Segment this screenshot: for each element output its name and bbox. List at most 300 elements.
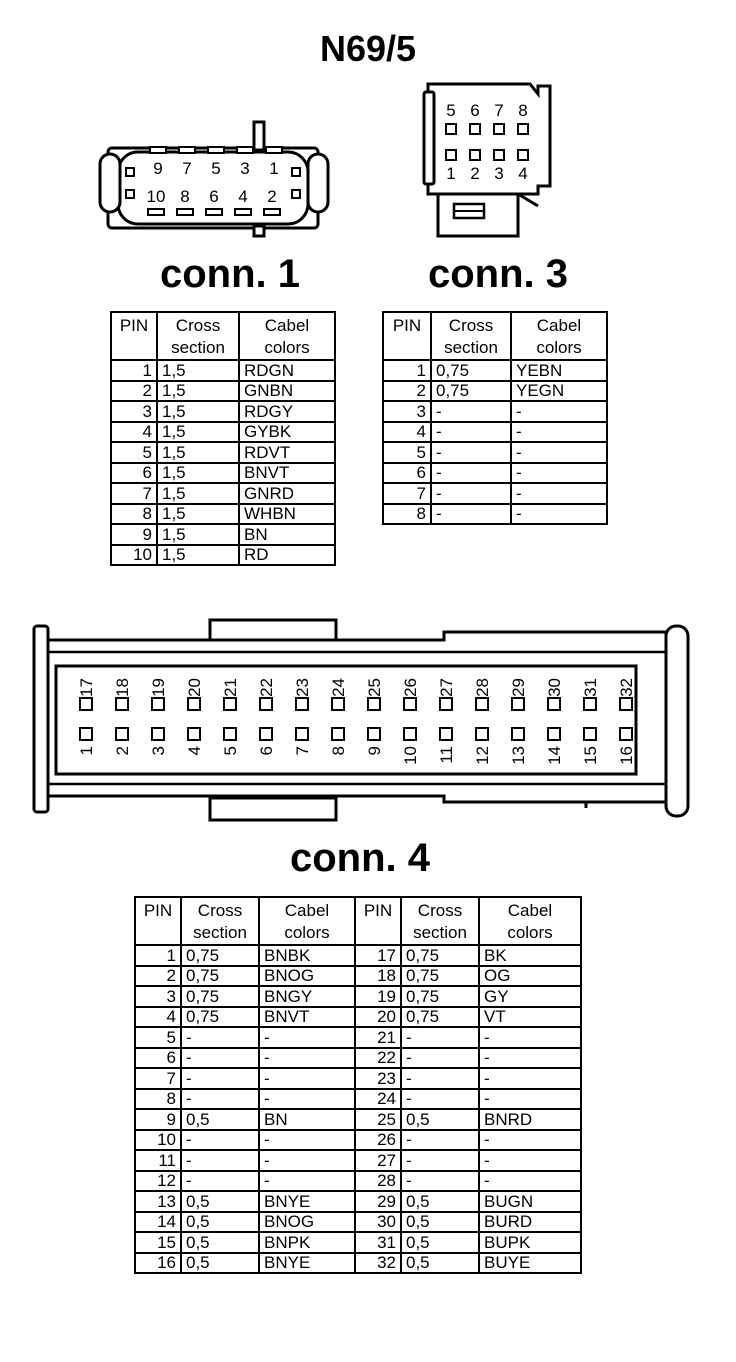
cable-color-cell: RDGY: [239, 401, 335, 422]
cross-section-cell: 1,5: [157, 381, 239, 402]
pin-label: 7: [494, 101, 504, 120]
cable-color-cell: BUPK: [479, 1232, 581, 1253]
pin-label: 4: [518, 164, 528, 183]
table-row: [383, 360, 607, 381]
table-row: [135, 1109, 581, 1130]
pin-cavity: [548, 698, 560, 710]
cross-section-cell: 0,75: [401, 986, 479, 1007]
pin-cell: 22: [355, 1048, 401, 1069]
cross-section-cell: -: [181, 1130, 259, 1151]
cable-color-cell: BNPK: [259, 1232, 355, 1253]
pin-label: 31: [581, 678, 600, 697]
pin-cell: 31: [355, 1232, 401, 1253]
pin-slot: [237, 147, 253, 153]
pin-label: 28: [473, 678, 492, 697]
pin-label: 2: [113, 746, 132, 756]
cross-header-line1: Cross: [175, 316, 221, 335]
pin-label: 13: [509, 746, 528, 765]
pin-cell: 4: [135, 1007, 181, 1028]
pin-label: 6: [257, 746, 276, 756]
cable-color-cell: -: [259, 1089, 355, 1110]
cross-section-cell: 1,5: [157, 524, 239, 545]
cross-section-cell: 0,5: [401, 1253, 479, 1274]
cross-section-header: [431, 312, 511, 360]
cable-color-cell: BUYE: [479, 1253, 581, 1274]
cross-section-cell: 1,5: [157, 545, 239, 566]
pin-cell: 2: [383, 381, 431, 402]
conn4-pin-table: [134, 896, 582, 1274]
pin-header: PIN: [135, 897, 181, 945]
conn3-title: conn. 3: [427, 252, 569, 296]
cable-color-cell: RDVT: [239, 442, 335, 463]
pin-cell: 13: [135, 1191, 181, 1212]
cross-header-line2: section: [171, 338, 225, 357]
pin-label: 14: [545, 746, 564, 765]
table-header-row: [383, 312, 607, 360]
cross-section-cell: 1,5: [157, 401, 239, 422]
table-row: [135, 1089, 581, 1110]
pin-label: 10: [146, 187, 166, 206]
pin-label: 27: [437, 678, 456, 697]
cable-color-cell: BNGY: [259, 986, 355, 1007]
pin-cell: 16: [135, 1253, 181, 1274]
pin-cell: 3: [111, 401, 157, 422]
pin-label: 3: [149, 746, 168, 756]
table-row: [383, 442, 607, 463]
pin-cell: 27: [355, 1150, 401, 1171]
cable-color-cell: WHBN: [239, 504, 335, 525]
cable-color-cell: BNOG: [259, 1212, 355, 1233]
pin-cavity: [446, 124, 456, 134]
cross-section-header: [181, 897, 259, 945]
pin-cell: 7: [135, 1068, 181, 1089]
table-row: [383, 463, 607, 484]
cable-color-cell: VT: [479, 1007, 581, 1028]
cable-color-cell: YEBN: [511, 360, 607, 381]
cable-color-cell: -: [479, 1089, 581, 1110]
table-row: [111, 442, 335, 463]
table-row: [111, 483, 335, 504]
table-row: [135, 945, 581, 966]
cable-color-cell: BURD: [479, 1212, 581, 1233]
colors-header-line2: colors: [507, 923, 553, 942]
cross-section-cell: -: [431, 504, 511, 525]
pin-label: 22: [257, 678, 276, 697]
pin-label: 32: [617, 678, 636, 697]
cross-section-cell: -: [401, 1150, 479, 1171]
cable-color-cell: -: [259, 1130, 355, 1151]
pin-label: 8: [180, 187, 190, 206]
table-row: [135, 1150, 581, 1171]
table-row: [111, 401, 335, 422]
colors-header-line2: colors: [264, 338, 310, 357]
pin-cell: 1: [135, 945, 181, 966]
cable-color-cell: GNBN: [239, 381, 335, 402]
table-row: [111, 545, 335, 566]
pin-cavity: [440, 698, 452, 710]
conn4-connector-drawing: [30, 612, 696, 822]
conn1-pin-table: [110, 311, 336, 566]
pin-label: 15: [581, 746, 600, 765]
pin-cavity: [584, 728, 596, 740]
pin-label: 5: [446, 101, 456, 120]
cross-section-cell: 0,5: [401, 1191, 479, 1212]
cable-color-cell: -: [259, 1068, 355, 1089]
cable-color-cell: BN: [239, 524, 335, 545]
pin-slot: [179, 147, 195, 153]
cross-section-cell: 1,5: [157, 504, 239, 525]
cross-section-cell: -: [181, 1150, 259, 1171]
pin-cell: 5: [111, 442, 157, 463]
cross-header-line2: section: [444, 338, 498, 357]
pin-cavity: [80, 698, 92, 710]
cross-section-cell: -: [431, 401, 511, 422]
pin-cell: 14: [135, 1212, 181, 1233]
cable-color-cell: RD: [239, 545, 335, 566]
pin-cell: 17: [355, 945, 401, 966]
cable-color-cell: -: [479, 1130, 581, 1151]
conn3-connector-drawing: [420, 82, 560, 242]
cable-color-cell: BNVT: [259, 1007, 355, 1028]
pin-slot: [208, 147, 224, 153]
pin-label: 4: [238, 187, 248, 206]
cable-color-cell: -: [511, 442, 607, 463]
colors-header-line1: Cabel: [536, 316, 582, 335]
table-row: [135, 1027, 581, 1048]
table-row: [135, 986, 581, 1007]
cross-section-cell: 0,5: [181, 1232, 259, 1253]
table-row: [111, 463, 335, 484]
pin-label: 2: [267, 187, 277, 206]
pin-header: PIN: [383, 312, 431, 360]
pin-cell: 24: [355, 1089, 401, 1110]
cable-color-cell: YEGN: [511, 381, 607, 402]
pin-cell: 4: [383, 422, 431, 443]
pin-cavity: [188, 698, 200, 710]
cross-section-cell: 0,5: [401, 1232, 479, 1253]
cross-section-cell: -: [401, 1068, 479, 1089]
cross-section-cell: -: [401, 1171, 479, 1192]
pin-cell: 20: [355, 1007, 401, 1028]
pin-label: 7: [182, 159, 192, 178]
table-row: [383, 422, 607, 443]
pin-label: 8: [518, 101, 528, 120]
pin-cell: 1: [383, 360, 431, 381]
cross-section-cell: 0,5: [401, 1212, 479, 1233]
table-row: [135, 1212, 581, 1233]
pin-cavity: [620, 728, 632, 740]
pin-cavity: [368, 728, 380, 740]
pin-cavity: [188, 728, 200, 740]
cable-color-cell: GYBK: [239, 422, 335, 443]
pin-label: 7: [293, 746, 312, 756]
cross-section-cell: 0,75: [401, 1007, 479, 1028]
pin-label: 26: [401, 678, 420, 697]
pin-slot: [177, 209, 193, 215]
cross-section-cell: -: [401, 1048, 479, 1069]
pin-label: 4: [185, 746, 204, 756]
colors-header-line1: Cabel: [264, 316, 310, 335]
table-row: [135, 1130, 581, 1151]
pin-cavity: [260, 728, 272, 740]
pin-cavity: [152, 698, 164, 710]
pin-cavity: [260, 698, 272, 710]
pin-cell: 5: [135, 1027, 181, 1048]
pin-cavity: [476, 728, 488, 740]
cross-section-cell: 0,75: [181, 945, 259, 966]
pin-label: 25: [365, 678, 384, 697]
cross-section-cell: 1,5: [157, 360, 239, 381]
cable-color-cell: -: [511, 463, 607, 484]
pin-cavity: [116, 728, 128, 740]
table-row: [111, 524, 335, 545]
cross-section-cell: -: [401, 1130, 479, 1151]
conn3-pin-table: [382, 311, 608, 525]
table-row: [135, 1007, 581, 1028]
pin-label: 6: [470, 101, 480, 120]
colors-header-line2: colors: [536, 338, 582, 357]
cross-section-cell: -: [431, 422, 511, 443]
pin-label: 9: [153, 159, 163, 178]
cross-section-cell: -: [181, 1068, 259, 1089]
pin-cell: 18: [355, 966, 401, 987]
cross-section-cell: 0,5: [181, 1253, 259, 1274]
cable-color-cell: -: [479, 1068, 581, 1089]
pin-label: 5: [221, 746, 240, 756]
pin-cavity: [446, 150, 456, 160]
cable-color-cell: -: [259, 1027, 355, 1048]
pin-cell: 3: [383, 401, 431, 422]
pin-cavity: [494, 124, 504, 134]
pin-label: 11: [437, 746, 456, 764]
cross-section-cell: 0,75: [431, 381, 511, 402]
cross-section-cell: 1,5: [157, 463, 239, 484]
cross-section-cell: 0,75: [401, 966, 479, 987]
pin-cell: 6: [111, 463, 157, 484]
pin-slot: [150, 147, 166, 153]
pin-cell: 7: [383, 483, 431, 504]
pin-cavity: [518, 124, 528, 134]
pin-cell: 11: [135, 1150, 181, 1171]
pin-cell: 10: [111, 545, 157, 566]
cable-color-cell: BK: [479, 945, 581, 966]
cable-color-cell: BNYE: [259, 1253, 355, 1274]
pin-cavity: [620, 698, 632, 710]
pin-cavity: [80, 728, 92, 740]
colors-header-line1: Cabel: [284, 901, 330, 920]
pin-cell: 30: [355, 1212, 401, 1233]
pin-cavity: [296, 728, 308, 740]
pin-cavity: [224, 698, 236, 710]
table-row: [383, 504, 607, 525]
cross-section-cell: 0,75: [181, 966, 259, 987]
pin-cell: 2: [111, 381, 157, 402]
pin-cavity: [116, 698, 128, 710]
table-row: [383, 483, 607, 504]
pin-cavity: [440, 728, 452, 740]
pin-cell: 8: [135, 1089, 181, 1110]
cable-color-cell: BNOG: [259, 966, 355, 987]
cross-section-header-2: [401, 897, 479, 945]
table-row: [135, 1253, 581, 1274]
pin-cell: 10: [135, 1130, 181, 1151]
pin-cell: 19: [355, 986, 401, 1007]
pin-cavity: [404, 698, 416, 710]
cross-header-line1: Cross: [417, 901, 463, 920]
pin-cavity: [548, 728, 560, 740]
cable-color-cell: OG: [479, 966, 581, 987]
cross-section-cell: -: [431, 483, 511, 504]
cable-color-cell: RDGN: [239, 360, 335, 381]
cable-color-cell: -: [479, 1027, 581, 1048]
cable-color-cell: -: [511, 504, 607, 525]
cross-header-line1: Cross: [197, 901, 243, 920]
cross-section-cell: 0,75: [181, 1007, 259, 1028]
cable-color-cell: -: [259, 1171, 355, 1192]
pin-cell: 23: [355, 1068, 401, 1089]
pin-slot: [148, 209, 164, 215]
pin-cell: 7: [111, 483, 157, 504]
pin-slot: [264, 209, 280, 215]
pin-label: 21: [221, 678, 240, 697]
cable-color-cell: BUGN: [479, 1191, 581, 1212]
pin-cavity: [512, 728, 524, 740]
pin-label: 23: [293, 678, 312, 697]
pin-slot: [235, 209, 251, 215]
table-header-row: [135, 897, 581, 945]
cross-section-cell: 0,75: [181, 986, 259, 1007]
pin-label: 30: [545, 678, 564, 697]
cable-color-cell: -: [479, 1150, 581, 1171]
cable-color-cell: -: [511, 401, 607, 422]
pin-label: 18: [113, 678, 132, 697]
pin-slot: [266, 147, 282, 153]
cable-colors-header-2: [479, 897, 581, 945]
table-row: [135, 966, 581, 987]
cable-color-cell: -: [511, 422, 607, 443]
pin-cavity: [404, 728, 416, 740]
cross-section-cell: 0,5: [181, 1109, 259, 1130]
cross-section-cell: 1,5: [157, 422, 239, 443]
pin-cavity: [332, 698, 344, 710]
cable-color-cell: BNBK: [259, 945, 355, 966]
pin-label: 9: [365, 746, 384, 756]
conn1-title: conn. 1: [159, 252, 301, 296]
table-row: [383, 381, 607, 402]
pin-cavity: [512, 698, 524, 710]
colors-header-line1: Cabel: [507, 901, 553, 920]
pin-label: 19: [149, 678, 168, 697]
pin-cell: 15: [135, 1232, 181, 1253]
cross-section-cell: 0,5: [181, 1212, 259, 1233]
cable-color-cell: BNYE: [259, 1191, 355, 1212]
pin-label: 2: [470, 164, 480, 183]
table-row: [111, 381, 335, 402]
pin-cavity: [470, 124, 480, 134]
conn4-title: conn. 4: [289, 836, 431, 880]
pin-label: 24: [329, 678, 348, 697]
cable-color-cell: BNRD: [479, 1109, 581, 1130]
cross-header-line2: section: [193, 923, 247, 942]
pin-label: 16: [617, 746, 636, 765]
cross-header-line1: Cross: [448, 316, 494, 335]
table-row: [135, 1232, 581, 1253]
pin-label: 17: [77, 678, 96, 697]
pin-label: 3: [240, 159, 250, 178]
pin-cell: 8: [111, 504, 157, 525]
cable-color-cell: BN: [259, 1109, 355, 1130]
pin-cell: 26: [355, 1130, 401, 1151]
cross-section-cell: 1,5: [157, 442, 239, 463]
pin-cell: 29: [355, 1191, 401, 1212]
pin-cell: 21: [355, 1027, 401, 1048]
cable-colors-header: [239, 312, 335, 360]
pin-label: 20: [185, 678, 204, 697]
table-row: [111, 360, 335, 381]
cross-section-cell: -: [181, 1171, 259, 1192]
pin-cell: 4: [111, 422, 157, 443]
pin-cell: 9: [135, 1109, 181, 1130]
table-row: [111, 504, 335, 525]
table-row: [135, 1171, 581, 1192]
cross-header-line2: section: [413, 923, 467, 942]
pin-label: 5: [211, 159, 221, 178]
cross-section-cell: -: [431, 463, 511, 484]
cable-color-cell: -: [259, 1048, 355, 1069]
pin-label: 10: [401, 746, 420, 765]
colors-header-line2: colors: [284, 923, 330, 942]
cross-section-cell: -: [181, 1089, 259, 1110]
pin-slot: [206, 209, 222, 215]
cable-color-cell: -: [259, 1150, 355, 1171]
pin-label: 1: [269, 159, 279, 178]
pin-cavity: [518, 150, 528, 160]
cross-section-cell: -: [401, 1089, 479, 1110]
pin-label: 29: [509, 678, 528, 697]
pin-cell: 28: [355, 1171, 401, 1192]
pin-cavity: [368, 698, 380, 710]
pin-cell: 2: [135, 966, 181, 987]
pin-cavity: [332, 728, 344, 740]
pin-cavity: [152, 728, 164, 740]
pin-cell: 8: [383, 504, 431, 525]
pin-header: PIN: [111, 312, 157, 360]
cable-color-cell: -: [479, 1171, 581, 1192]
pin-cavity: [296, 698, 308, 710]
pin-cell: 1: [111, 360, 157, 381]
pin-label: 1: [446, 164, 456, 183]
cross-section-cell: 0,75: [431, 360, 511, 381]
diagram-title: N69/5: [319, 28, 417, 69]
cross-section-header: [157, 312, 239, 360]
pin-cavity: [470, 150, 480, 160]
cross-section-cell: 0,5: [401, 1109, 479, 1130]
conn1-connector-drawing: [100, 118, 330, 243]
pin-cell: 5: [383, 442, 431, 463]
table-row: [135, 1048, 581, 1069]
pin-cell: 6: [383, 463, 431, 484]
cable-color-cell: -: [479, 1048, 581, 1069]
table-row: [111, 422, 335, 443]
pin-cavity: [584, 698, 596, 710]
pin-cell: 3: [135, 986, 181, 1007]
cable-color-cell: -: [511, 483, 607, 504]
pin-label: 1: [77, 746, 96, 756]
cross-section-cell: -: [431, 442, 511, 463]
cable-color-cell: GNRD: [239, 483, 335, 504]
pin-label: 6: [209, 187, 219, 206]
cross-section-cell: -: [401, 1027, 479, 1048]
